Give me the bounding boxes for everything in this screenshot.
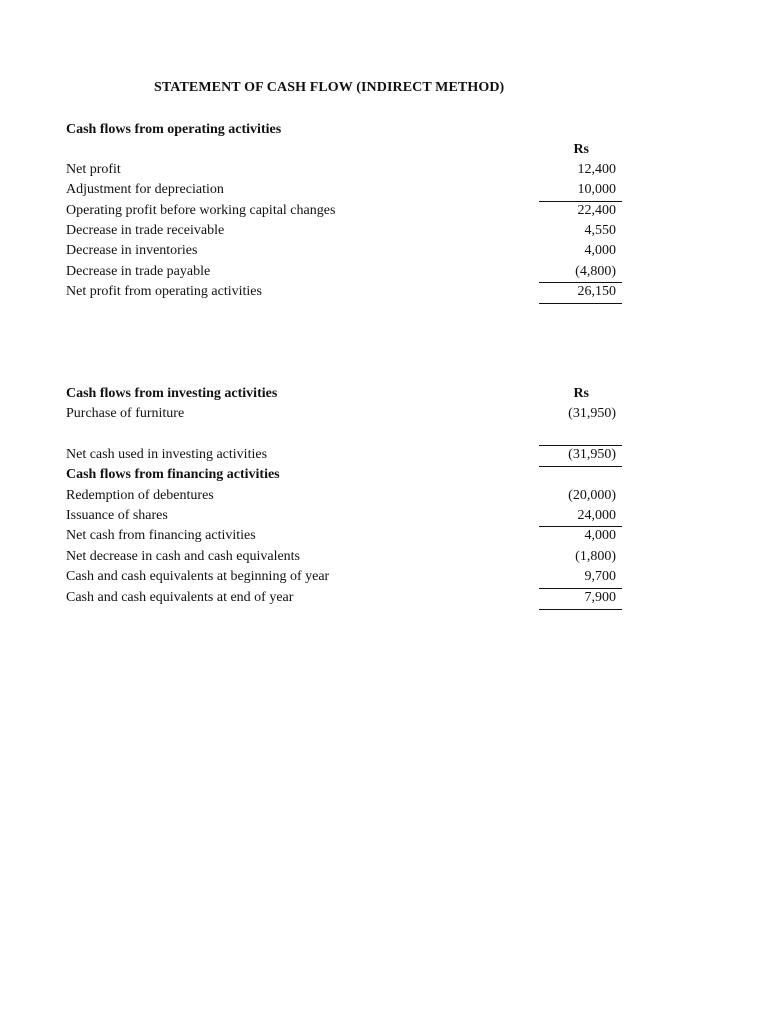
operating-heading-row [66,120,622,140]
table-row [66,506,622,526]
table-row [66,262,622,282]
operating-currency-header: Rs [573,142,589,157]
table-row [66,588,622,608]
row-label: Decrease in trade receivable [66,223,225,238]
row-value: 26,150 [577,284,616,299]
table-row [66,445,622,465]
row-value: 12,400 [577,162,616,177]
row-value: 24,000 [577,508,616,523]
operating-currency-row [66,140,622,160]
table-row [66,201,622,221]
row-label: Net cash used in investing activities [66,447,268,462]
row-label: Redemption of debentures [66,488,214,503]
financing-heading: Cash flows from financing activities [66,467,280,482]
row-label: Net decrease in cash and cash equivalents [66,549,301,564]
investing-heading-row [66,384,622,404]
table-row [66,180,622,200]
row-label: Operating profit before working capital changes [66,203,336,218]
row-value: 10,000 [577,182,616,197]
row-value: 9,700 [584,569,616,584]
table-row [66,160,622,180]
statement-title: STATEMENT OF CASH FLOW (INDIRECT METHOD) [154,80,505,95]
row-label: Cash and cash equivalents at end of year [66,590,294,605]
row-label: Net profit from operating activities [66,284,262,299]
row-label: Issuance of shares [66,508,168,523]
table-row [66,567,622,587]
row-value: 7,900 [584,590,616,605]
row-value: (4,800) [575,264,616,279]
table-row [66,486,622,506]
table-row [66,526,622,546]
row-label: Decrease in trade payable [66,264,211,279]
row-label: Purchase of furniture [66,406,185,421]
table-row [66,282,622,302]
investing-currency-header: Rs [573,386,589,401]
row-label: Decrease in inventories [66,243,198,258]
operating-heading: Cash flows from operating activities [66,122,282,137]
row-value: (31,950) [568,406,616,421]
table-row [66,241,622,261]
row-value: 4,550 [584,223,616,238]
row-value: (20,000) [568,488,616,503]
row-value: (1,800) [575,549,616,564]
row-label: Adjustment for depreciation [66,182,224,197]
table-row [66,221,622,241]
row-value: 4,000 [584,528,616,543]
row-value: (31,950) [568,447,616,462]
row-label: Net cash from financing activities [66,528,256,543]
row-label: Net profit [66,162,121,177]
row-value: 4,000 [584,243,616,258]
table-row [66,547,622,567]
row-label: Cash and cash equivalents at beginning of year [66,569,330,584]
row-value: 22,400 [577,203,616,218]
financing-heading-row [66,465,622,485]
table-row [66,404,622,424]
investing-heading: Cash flows from investing activities [66,386,278,401]
